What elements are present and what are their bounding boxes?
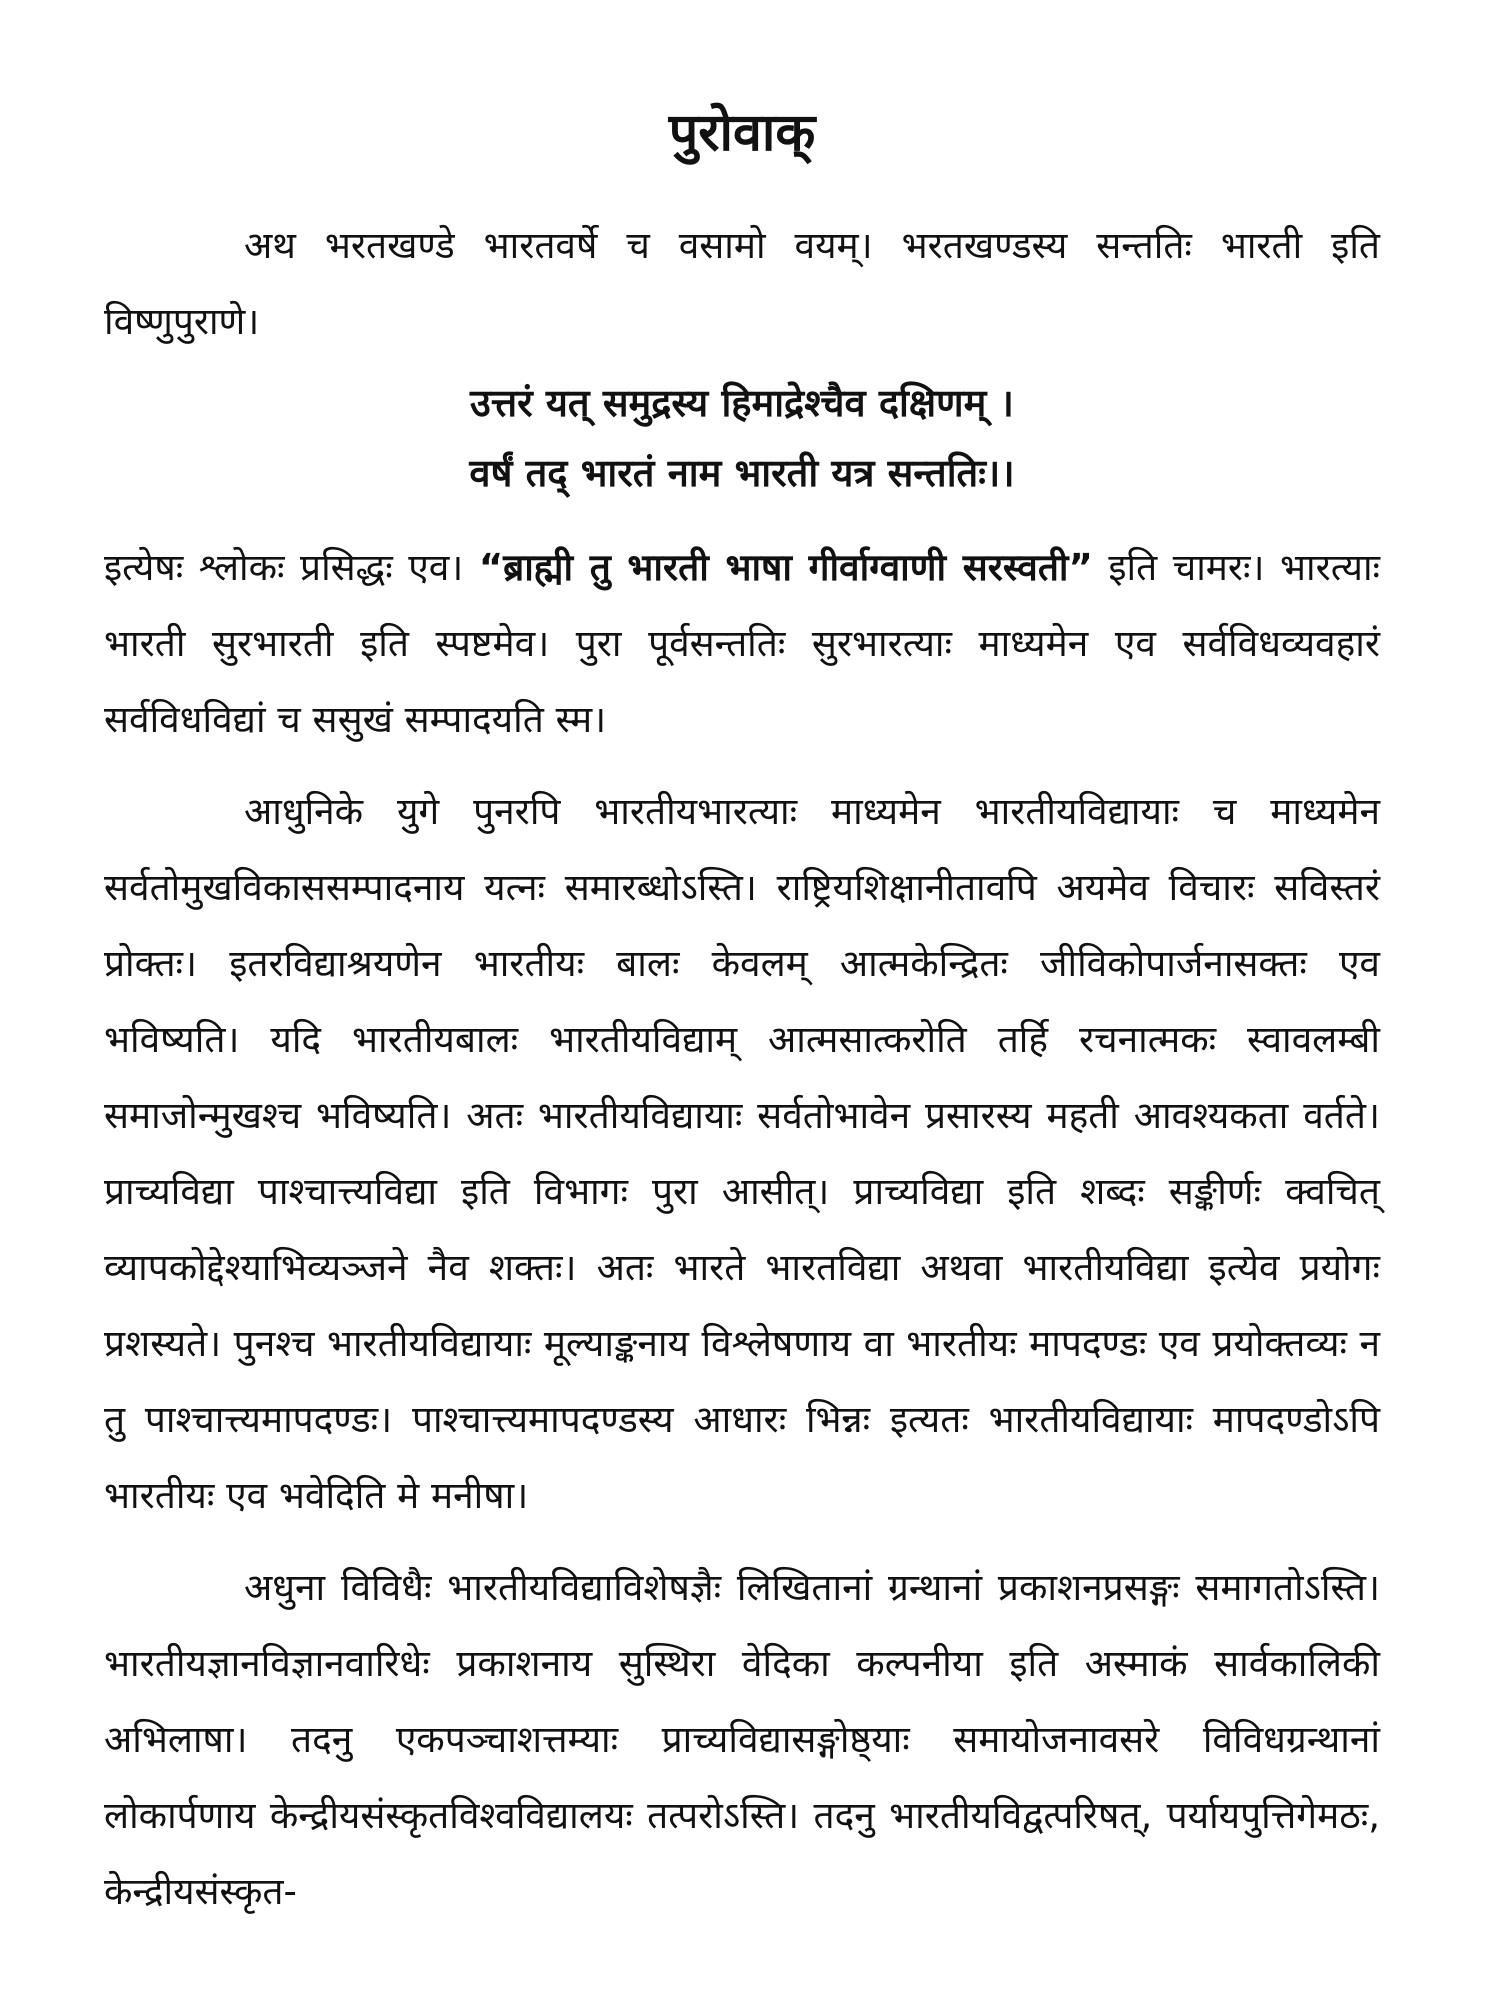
paragraph-4: अधुना विविधैः भारतीयविद्याविशेषज्ञैः लिखितानां ग्रन्थानां प्रकाशनप्रसङ्गः समागतोऽस्ति। भारतीयज्ञानविज्ञानवारिधेः प्रकाशनाय सुस्थिरा वेदिका कल्पनीया इति अस्माकं सार्वकालिकी अभिलाषा। तदनु एकपञ्चाशत्तम्याः प्राच्यविद्यासङ्गोष्ठ्याः समायोजनावसरे विविधग्रन्थानां लोकार्पणाय केन्द्रीयसंस्कृतविश्वविद्यालयः तत्परोऽस्ति। तदनु भारतीयविद्वत्परिषत्, पर्यायपुत्तिगेमठः, केन्द्रीयसंस्कृत- <box>104 1566 1380 1914</box>
paragraph-2-before: इत्येषः श्लोकः प्रसिद्धः एव। <box>104 546 464 590</box>
paragraph-2 <box>104 530 1380 758</box>
paragraph-2-quote: “ब्राह्मी तु भारती भाषा गीर्वाग्वाणी सरस्वती” <box>478 546 1093 590</box>
paragraph-3: आधुनिके युगे पुनरपि भारतीयभारत्याः माध्यमेन भारतीयविद्यायाः च माध्यमेन सर्वतोमुखविकाससम्पादनाय यत्नः समारब्धोऽस्ति। राष्ट्रियशिक्षानीतावपि अयमेव विचारः सविस्तरं प्रोक्तः। इतरविद्याश्रयणेन भारतीयः बालः केवलम् आत्मकेन्द्रितः जीविकोपार्जनासक्तः एव भविष्यति। यदि भारतीयबालः भारतीयविद्याम् आत्मसात्करोति तर्हि रचनात्मकः स्वावलम्बी समाजोन्मुखश्च भविष्यति। अतः भारतीयविद्यायाः सर्वतोभावेन प्रसारस्य महती आवश्यकता वर्तते। प्राच्यविद्या पाश्चात्त्यविद्या इति विभागः पुरा आसीत्। प्राच्यविद्या इति शब्दः सङ्कीर्णः क्वचित् व्यापकोद्देश्याभिव्यञ्जने नैव शक्तः। अतः भारते भारतविद्या अथवा भारतीयविद्या इत्येव प्रयोगः प्रशस्यते। पुनश्च भारतीयविद्यायाः मूल्याङ्कनाय विश्लेषणाय वा भारतीयः मापदण्डः एव प्रयोक्तव्यः न तु पाश्चात्त्यमापदण्डः। पाश्चात्त्यमापदण्डस्य आधारः भिन्नः इत्यतः भारतीयविद्यायाः मापदण्डोऽपि भारतीयः एव भवेदिति मे मनीषा। <box>104 790 1380 1518</box>
paragraph-1: अथ भरतखण्डे भारतवर्षे च वसामो वयम्। भरतखण्डस्य सन्ततिः भारती इति विष्णुपुराणे। <box>104 224 1380 344</box>
verse-block <box>104 368 1380 508</box>
verse-line-2: वर्षं तद् भारतं नाम भारती यत्र सन्ततिः।। <box>469 451 1015 496</box>
verse-line-1: उत्तरं यत् समुद्रस्य हिमाद्रेश्चैव दक्षिणम् । <box>470 381 1014 426</box>
page-title: पुरोवाक् <box>668 103 816 163</box>
paragraph-2-after: इति चामरः। भारत्याः भारती सुरभारती इति स्पष्टमेव। पुरा पूर्वसन्ततिः सुरभारत्याः माध्यमेन एव सर्वविधव्यवहारं सर्वविधविद्यां च ससुखं सम्पादयति स्म। <box>104 546 1381 742</box>
